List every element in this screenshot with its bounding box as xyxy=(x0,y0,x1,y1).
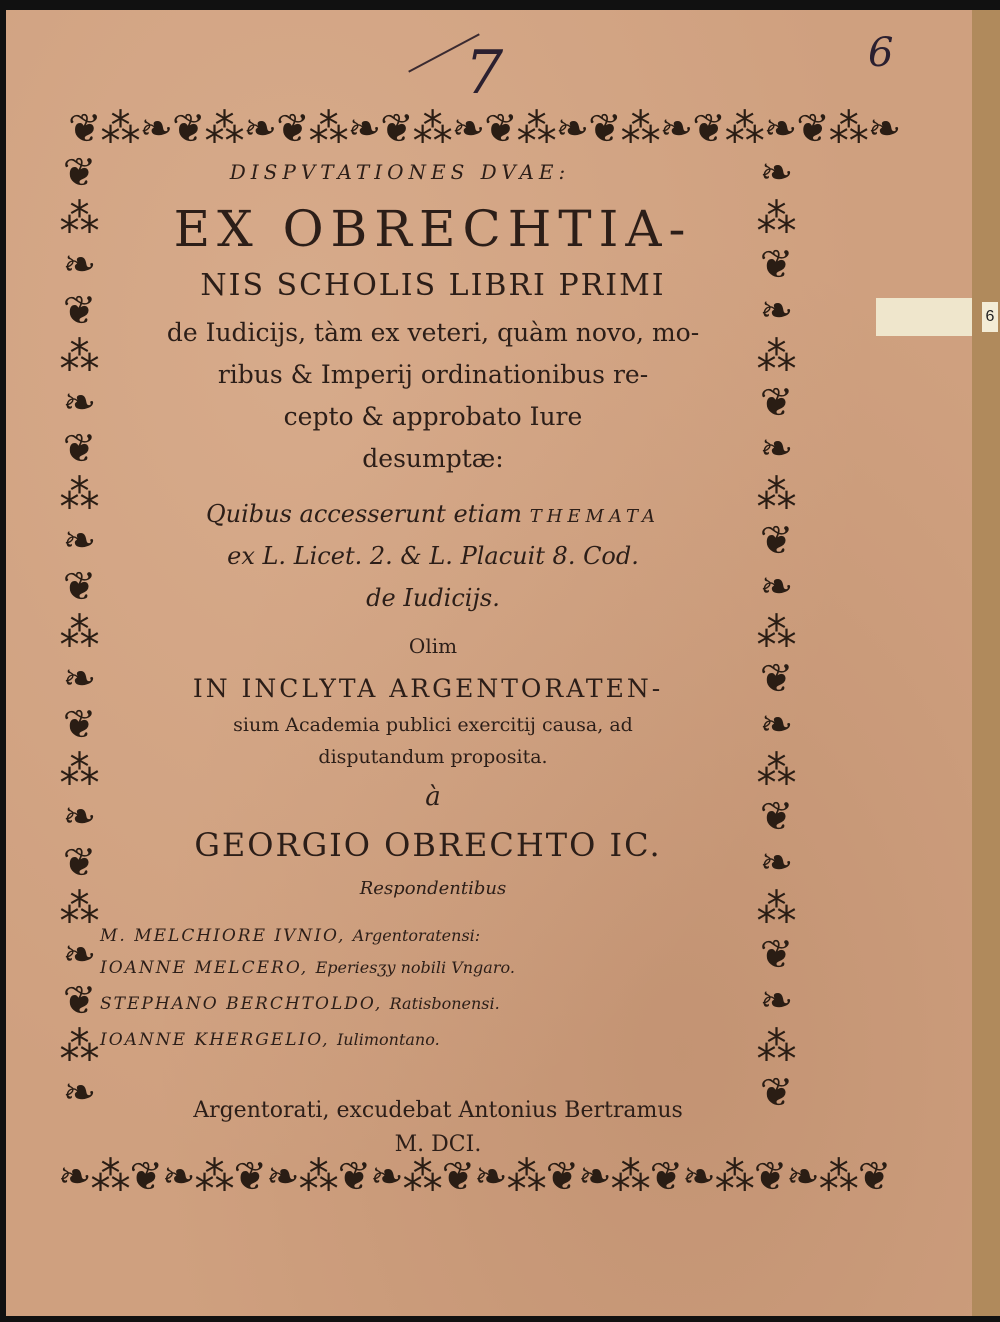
venue-line-3: disputandum proposita. xyxy=(318,746,548,768)
respondent-4 xyxy=(100,1030,440,1050)
venue-line-1: IN INCLYTA ARGENTORATEN- xyxy=(192,674,664,703)
ornament-border-bottom: ❧⁂❦❧⁂❦❧⁂❦❧⁂❦❧⁂❦❧⁂❦❧⁂❦❧⁂❦ xyxy=(58,1154,891,1200)
handwritten-number-corner: 6 xyxy=(868,30,894,76)
tab-number: 6 xyxy=(982,302,998,332)
author-prefix: à xyxy=(425,782,441,812)
title-line-6: cepto & approbato Iure xyxy=(283,402,583,431)
addition-line-2: ex L. Licet. 2. & L. Placuit 8. Cod. xyxy=(227,542,639,570)
respondent-origin: Iulimontano. xyxy=(336,1030,440,1049)
title-line-7: desumptæ: xyxy=(362,444,504,473)
page-edge-shadow xyxy=(972,10,1000,1316)
respondent-2 xyxy=(100,958,515,978)
addition-text: Quibus accesserunt etiam xyxy=(205,500,523,528)
handwritten-number-top: 7 xyxy=(465,38,504,108)
addition-line-3: de Iudicijs. xyxy=(366,584,500,612)
respondent-name: IOANNE KHERGELIO, xyxy=(100,1030,330,1050)
ornament-border-top: ❦⁂❧❦⁂❧❦⁂❧❦⁂❧❦⁂❧❦⁂❧❦⁂❧❦⁂❧ xyxy=(68,106,901,152)
respondents-heading: Respondentibus xyxy=(359,878,507,899)
respondent-name: IOANNE MELCERO, xyxy=(100,958,309,978)
title-line-3: NIS SCHOLIS LIBRI PRIMI xyxy=(200,268,666,303)
respondent-3 xyxy=(100,994,500,1014)
ornament-border-left: ❦⁂❧❦⁂❧❦⁂❧❦⁂❧❦⁂❧❦⁂❧❦⁂❧ xyxy=(59,150,99,1116)
addition-line-1 xyxy=(108,500,758,528)
respondent-origin: Ratisbonensi. xyxy=(389,994,500,1013)
venue-olim: Olim xyxy=(408,634,458,658)
respondent-origin: Eperiesʒy nobili Vngaro. xyxy=(315,958,515,977)
imprint-line-2: M. DCI. xyxy=(394,1132,482,1157)
ornament-border-right: ❧⁂❦❧⁂❦❧⁂❦❧⁂❦❧⁂❦❧⁂❦❧⁂❦ xyxy=(756,150,796,1116)
respondent-name: STEPHANO BERCHTOLDO, xyxy=(100,994,383,1014)
respondent-origin: Argentoratensi: xyxy=(352,926,481,945)
respondent-name: M. MELCHIORE IVNIO, xyxy=(100,926,346,946)
title-line-2: EX OBRECHTIA- xyxy=(173,200,693,258)
addition-themata: THEMATA xyxy=(529,506,660,527)
imprint-line-1: Argentorati, excudebat Antonius Bertramus xyxy=(193,1098,683,1123)
paper-slip xyxy=(876,298,972,336)
title-line-1: DISPVTATIONES DVAE: xyxy=(229,160,571,184)
venue-line-2: sium Academia publici exercitij causa, ad xyxy=(233,714,633,736)
author-name: GEORGIO OBRECHTO IC. xyxy=(194,826,662,864)
respondent-1 xyxy=(100,926,480,946)
title-line-4: de Iudicijs, tàm ex veteri, quàm novo, mo- xyxy=(166,318,700,347)
title-line-5: ribus & Imperij ordinationibus re- xyxy=(217,360,649,389)
